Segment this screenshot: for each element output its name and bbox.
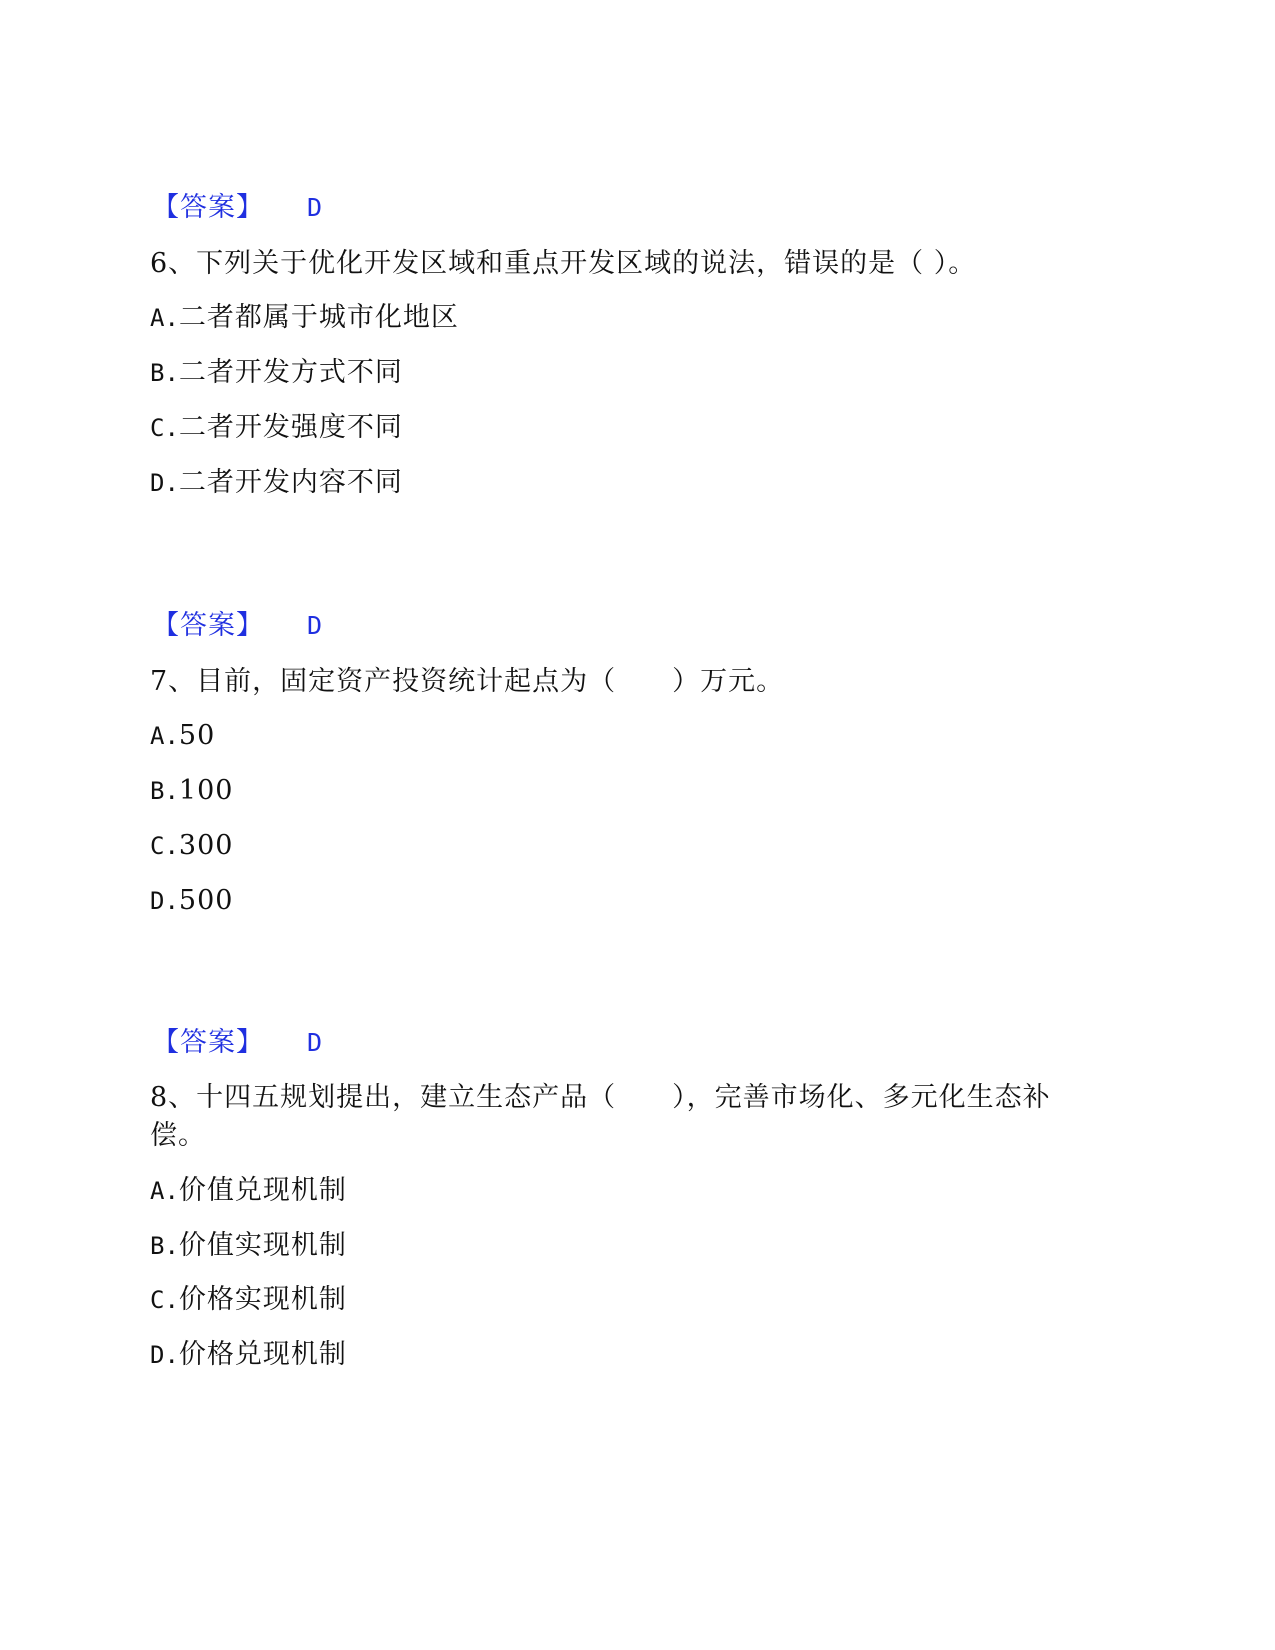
option-text: 100	[178, 775, 234, 806]
question-6-option-a	[150, 300, 459, 336]
answer-line	[152, 608, 323, 644]
option-key: D.	[150, 887, 179, 915]
question-8-option-d	[150, 1337, 347, 1373]
question-7-option-d	[150, 883, 233, 919]
answer-line	[152, 190, 323, 226]
answer-value: D	[307, 611, 323, 640]
answer-label: 【答案】	[152, 1027, 264, 1058]
option-key: B.	[150, 359, 179, 387]
answer-label: 【答案】	[152, 610, 264, 641]
option-text: 价值兑现机制	[178, 1175, 347, 1206]
option-key: D.	[150, 469, 179, 497]
option-text: 价格实现机制	[178, 1284, 347, 1315]
answer-value: D	[307, 1028, 323, 1057]
question-8-option-c	[150, 1282, 347, 1318]
question-7-option-b	[150, 773, 233, 809]
question-6-text: 6、下列关于优化开发区域和重点开发区域的说法，错误的是（ ）。	[150, 248, 977, 279]
answer-label: 【答案】	[152, 192, 264, 223]
option-key: A.	[150, 1177, 179, 1205]
option-text: 500	[178, 885, 234, 916]
option-text: 价值实现机制	[178, 1230, 347, 1261]
question-6-option-b	[150, 355, 403, 391]
option-key: B.	[150, 777, 179, 805]
option-text: 300	[178, 830, 234, 861]
answer-line	[152, 1025, 323, 1061]
option-text: 二者开发方式不同	[178, 357, 403, 388]
option-key: D.	[150, 1341, 179, 1369]
option-text: 50	[178, 720, 216, 751]
option-key: B.	[150, 1232, 179, 1260]
option-key: C.	[150, 832, 179, 860]
option-text: 价格兑现机制	[178, 1339, 347, 1370]
question-7-option-c	[150, 828, 233, 864]
question-6-option-d	[150, 465, 403, 501]
question-8-option-a	[150, 1173, 347, 1209]
question-8-text: 8、十四五规划提出，建立生态产品（ ），完善市场化、多元化生态补偿。	[150, 1082, 1051, 1151]
option-text: 二者开发内容不同	[178, 467, 403, 498]
question-8-option-b	[150, 1228, 347, 1264]
option-key: A.	[150, 304, 179, 332]
option-text: 二者开发强度不同	[178, 412, 403, 443]
answer-value: D	[307, 193, 323, 222]
question-7-option-a	[150, 718, 215, 754]
question-7-text: 7、目前，固定资产投资统计起点为（ ）万元。	[150, 666, 785, 697]
question-6-option-c	[150, 410, 403, 446]
option-key: A.	[150, 722, 179, 750]
option-key: C.	[150, 414, 179, 442]
option-key: C.	[150, 1286, 179, 1314]
option-text: 二者都属于城市化地区	[178, 302, 459, 333]
